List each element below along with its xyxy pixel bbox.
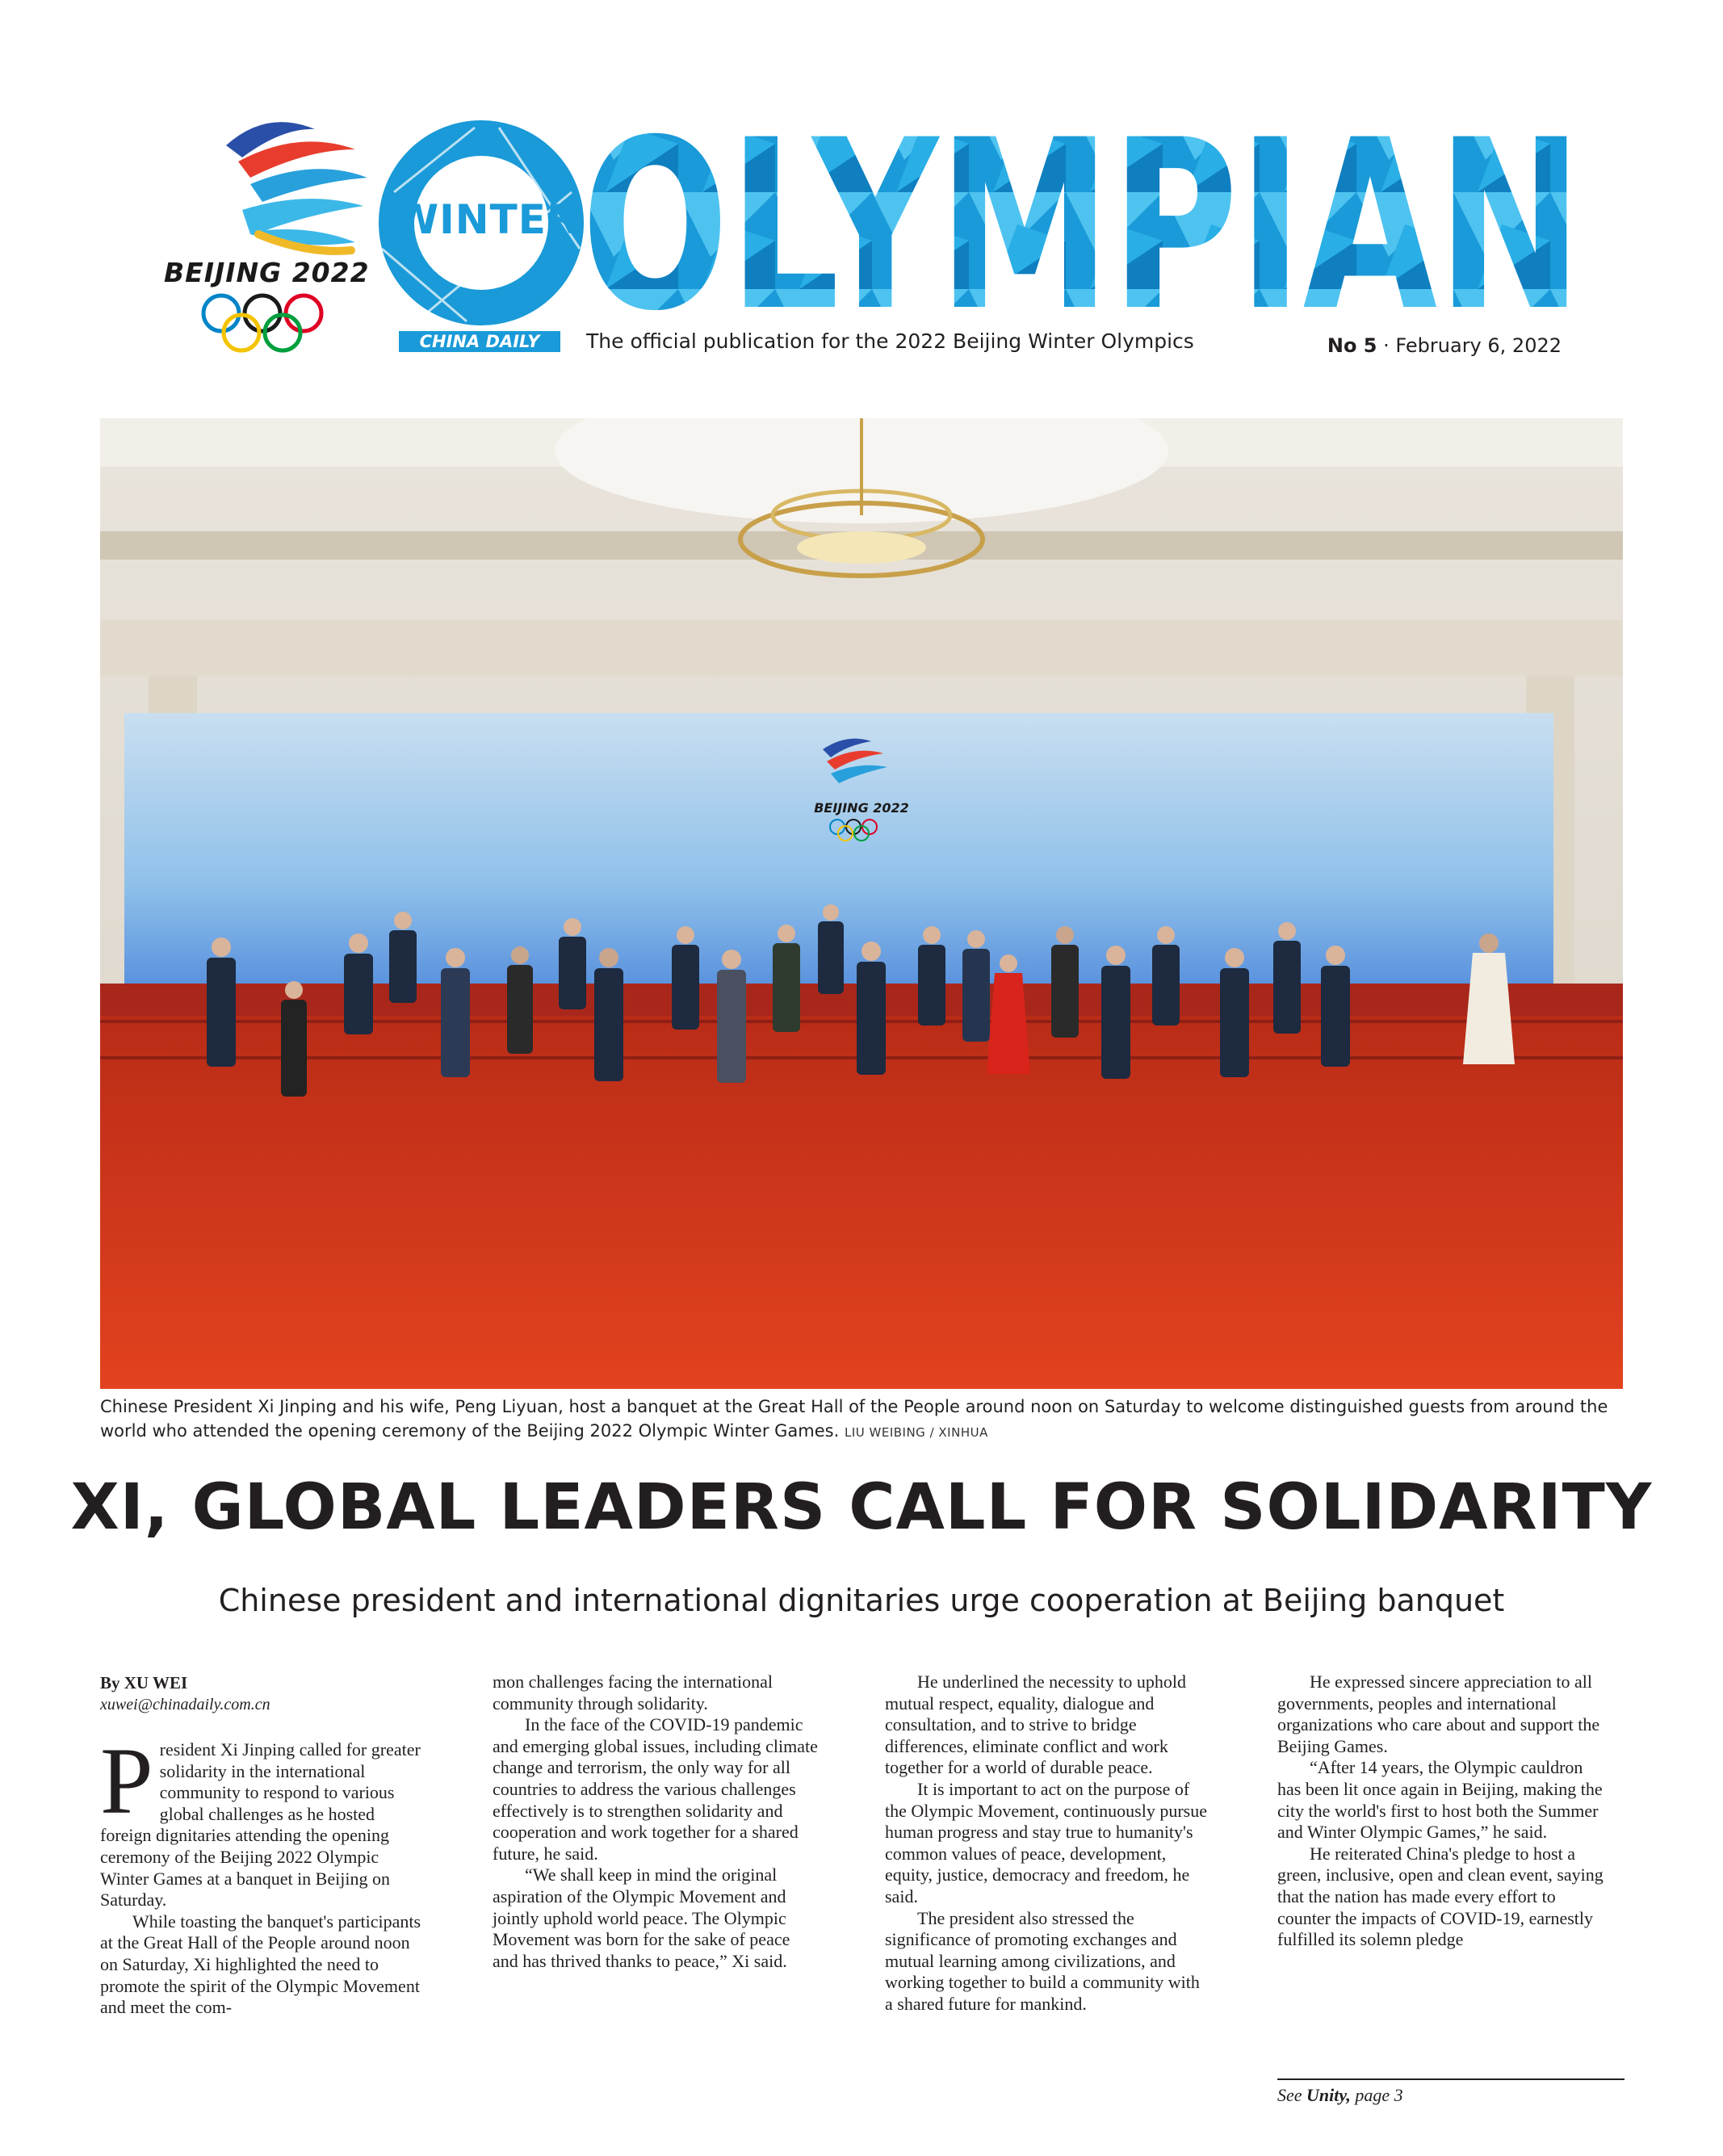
continued-prefix: See [1277,2085,1302,2105]
paragraph [100,1728,427,1911]
issue-info [1327,334,1562,357]
photo-caption [100,1395,1623,1445]
continued-page: page 3 [1355,2085,1403,2105]
paragraph: He underlined the necessity to uphold mutual respect, equality, dialogue and consultation, and to strive to bridge differences, eliminate conflict and work together for a world of durable peace. [885,1672,1186,1778]
article-column-2 [493,1672,820,1972]
continued-link[interactable] [1277,2085,1403,2106]
photo-credit: LIU WEIBING / XINHUA [844,1425,988,1440]
beijing-2022-wordmark: BEIJING 2022 [164,257,370,288]
paragraph: “We shall keep in mind the original aspiration of the Olympic Movement and jointly uphold world peace. The Olympic Movement was born for the sake of peace and has thrived thanks to peace,” Xi said. [493,1864,790,1971]
issue-number: No 5 [1327,334,1377,357]
olympian-title-text: OLYMPIAN [581,95,1583,338]
byline: By XU WEI [100,1673,188,1693]
subheadline: Chinese president and international dignitaries urge cooperation at Beijing banquet [218,1583,1505,1618]
paragraph: He reiterated China's pledge to host a green, inclusive, open and clean event, saying that the nation has made every effort to counter the impacts of COVID-19, earnestly fulfilled its solemn pledge [1277,1843,1604,1950]
masthead-winter: WINTER [394,196,579,243]
paragraph: In the face of the COVID-19 pandemic and emerging global issues, including climate change and terrorism, the only way for all countries to address the various challenges effectively is to strengthen solidarity and cooperation and work together for a shared future, he said. [493,1714,818,1864]
article-column-4 [1277,1672,1604,1951]
paragraph: While toasting the banquet's participants at the Great Hall of the People around noon on Saturday, Xi highlighted the need to promote the spirit of the Olympic Movement and meet the com- [100,1911,421,2018]
caption-text: Chinese President Xi Jinping and his wife, Peng Liyuan, host a banquet at the Great Hall of the People around noon on Saturday to welcome distinguished guests from around the world who attended the opening ceremony of the Beijing 2022 Olympic Winter Games. [100,1397,1608,1441]
paragraph: mon challenges facing the international community through solidarity. [493,1672,773,1713]
issue-date: · February 6, 2022 [1383,334,1562,357]
drop-cap: P [100,1728,153,1834]
backdrop-logo-text: BEIJING 2022 [814,800,909,816]
jump-divider [1277,2078,1624,2080]
beijing-2022-emblem [194,113,379,275]
olympic-rings-icon [199,291,326,355]
continued-topic: Unity, [1306,2085,1351,2105]
article-column-3 [885,1672,1212,2015]
paragraph: The president also stressed the significance of promoting exchanges and mutual learning among civilizations, and working together to build a community with a shared future for mankind. [885,1907,1200,2014]
china-daily-logo: CHINA DAILY [399,331,560,352]
masthead-tagline: The official publication for the 2022 Beijing Winter Olympics [586,329,1194,353]
paragraph: He expressed sincere appreciation to all governments, peoples and international organizations who care about and support the Beijing Games. [1277,1672,1600,1756]
author-email: xuwei@chinadaily.com.cn [100,1696,270,1713]
masthead-olympian-title [581,95,1583,338]
banquet-group-photo [100,418,1623,1389]
paragraph: “After 14 years, the Olympic cauldron has been lit once again in Beijing, making the city the world's first to host both the Summer and Winter Olympic Games,” he said. [1277,1757,1603,1843]
article-column-1 [100,1672,427,2019]
paragraph: It is important to act on the purpose of the Olympic Movement, continuously pursue human progress and stay true to humanity's common values of peace, development, equity, justice, democracy and freedom, he said. [885,1778,1207,1906]
paragraph-text: resident Xi Jinping called for greater solidarity in the international community to respond to various global challenges as he hosted foreign dignitaries attending the opening ceremony of the Beijing 2022 Olympic Winter Games at a banquet in Beijing on Saturday. [100,1739,421,1911]
headline: XI, GLOBAL LEADERS CALL FOR SOLIDARITY [70,1471,1653,1544]
